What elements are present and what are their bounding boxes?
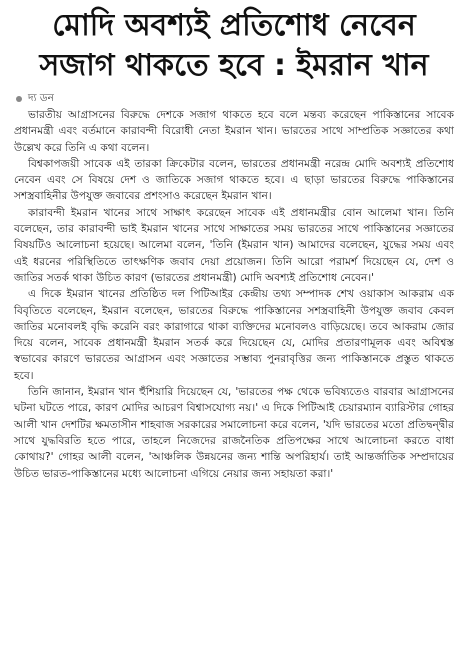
headline <box>14 6 454 86</box>
paragraph-4: এ দিকে ইমরান খানের প্রতিষ্ঠিত দল পিটিআইর কেন্দ্রীয় তথ্য সম্পাদক শেখ ওয়াকাস আকরাম এক বিবৃতিতে বলেছেন, ইমরান বলেছেন, ভারতের বিরুদ্ধে পাকিস্তানের সশস্ত্রবাহিনী উপযুক্ত জবাব কেবল জাতির মনোবলই বৃদ্ধি করেনি বরং কারাগারে থাকা ব্যক্তিদের মনোবলও বাড়িয়েছে। তবে আকরাম জোর দিয়ে বলেন, সাবেক প্রধানমন্ত্রী ইমরান সতর্ক করে দিয়েছেন যে, মোদির প্রতারণামূলক এবং অবিশ্বস্ত স্বভাবের কারণে ভারতের আগ্রাসন এবং সজ্ঞাতের সম্ভাব্য পুনরাবৃত্তির জন্য পাকিস্তানকে প্রস্তুত থাকতে হবে। <box>14 288 454 382</box>
headline-line-1: মোদি অবশ্যই প্রতিশোধ নেবেন <box>52 8 416 43</box>
headline-line-2: সজাগ থাকতে হবে : ইমরান খান <box>39 48 429 83</box>
paragraph-3: কারাবন্দী ইমরান খানের সাথে সাক্ষাৎ করেছেন সাবেক এই প্রধানমন্ত্রীর বোন আলেমা খান। তিনি বলেছেন, তার কারাবন্দী ভাই ইমরান খানের সাথে সাক্ষাতের সময় ভারতের সাথে পাকিস্তানের সজ্ঞাতের বিষয়টিও আলোচনা হয়েছে। আলেমা বলেন, 'তিনি (ইমরান খান) আমাদের বলেছেন, যুদ্ধের সময় এবং এই ধরনের পরিস্থিতিতে তাৎক্ষণিক জবাব দেয়া প্রয়োজন। তিনি আরো পরামর্শ দিয়েছেন যে, দেশ ও জাতির সতর্ক থাকা উচিত কারণ (ভারতের প্রধানমন্ত্রী) মোদি অবশ্যই প্রতিশোধ নেবেন।' <box>14 206 454 284</box>
paragraph-1: ভারতীয় আগ্রাসনের বিরুদ্ধে দেশকে সজাগ থাকতে হবে বলে মন্তব্য করেছেন পাকিস্তানের সাবেক প্রধানমন্ত্রী এবং বর্তমানে কারাবন্দী বিরোধী নেতা ইমরান খান। ভারতের সাথে সাম্প্রতিক সজ্ঞাতের কথা উল্লেখ করে তিনি এ কথা বলেন। <box>14 109 454 154</box>
source-label: দ্য ডন <box>28 91 54 104</box>
byline <box>14 92 454 106</box>
article-body <box>14 107 454 482</box>
paragraph-2: বিশ্বকাপজয়ী সাবেক এই তারকা ক্রিকেটার বলেন, ভারতের প্রধানমন্ত্রী নরেন্দ্র মোদি অবশ্যই প্রতিশোধ নেবেন এবং সে বিষয়ে দেশ ও জাতিকে সজাগ থাকতে হবে। এ ছাড়া ভারতের বিরুদ্ধে পাকিস্তানের সশস্ত্রবাহিনীর উপযুক্ত জবাবের প্রশংসাও করেছেন ইমরান খান। <box>14 157 454 203</box>
paragraph-5: তিনি জানান, ইমরান খান হুঁশিয়ারি দিয়েছেন যে, 'ভারতের পক্ষ থেকে ভবিষ্যতেও বারবার আগ্রাসনের ঘটনা ঘটতে পারে, কারণ মোদির আচরণ বিশ্বাসযোগ্য নয়।' এ দিকে পিটিআই চেয়ারম্যান ব্যারিস্টার গোহর আলী খান দেশটির ক্ষমতাসীন শাহবাজ সরকারের সমালোচনা করে বলেন, 'যদি ভারতের মতো প্রতিদ্বন্দ্বীর সাথে যুদ্ধবিরতি হতে পারে, তাহলে নিজেদের রাজনৈতিক প্রতিপক্ষের সাথে আলোচনা করতে বাধা কোথায়?' গোহর আলী বলেন, 'আঞ্চলিক উন্নয়নের জন্য শান্তি অপরিহার্য। তাই আন্তর্জাতিক সম্প্রদায়ের উচিত ভারত-পাকিস্তানের মধ্যে আলোচনা এগিয়ে নেয়ার জন্য সহায়তা করা।' <box>14 386 454 480</box>
bullet-icon <box>16 96 22 102</box>
